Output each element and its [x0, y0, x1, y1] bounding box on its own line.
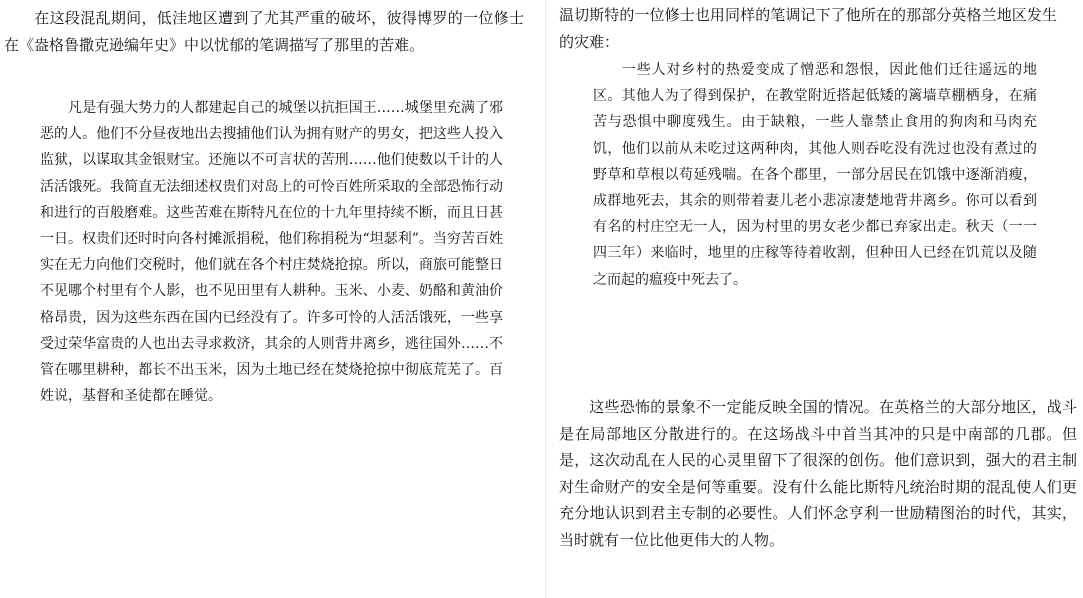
column-divider [545, 0, 546, 598]
left-quote-text: 凡是有强大势力的人都建起自己的城堡以抗拒国王……城堡里充满了邪恶的人。他们不分昼夜地出去搜捕他们认为拥有财产的男女，把这些人投入监狱，以谋取其金银财宝。还施以不可言状的苦刑……他们使数以千计的人活活饿死。我简直无法细述权贵们对岛上的可怜百姓所采取的全部恐怖行动和进行的百般磨难。这些苦难在斯特凡在位的十九年里持续不断，而且日甚一日。权贵们还时时向各村摊派捐税，他们称捐税为“坦瑟利”。当穷苦百姓实在无力向他们交税时，他们就在各个村庄焚烧抢掠。所以，商旅可能整日不见哪个村里有个人影，也不见田里有人耕种。玉米、小麦、奶酪和黄油价格昂贵，因为这些东西在国内已经没有了。许多可怜的人活活饿死，一些享受过荣华富贵的人也出去寻求救济，其余的人则背井离乡，逃往国外……不管在哪里耕种，都长不出玉米，因为土地已经在焚烧抢掠中彻底荒芜了。百姓说，基督和圣徒都在睡觉。 [40, 100, 503, 405]
left-intro-paragraph [4, 5, 524, 58]
right-quote-text: 一些人对乡村的热爱变成了憎恶和怨恨，因此他们迁往遥远的地区。其他人为了得到保护，在教堂附近搭起低矮的篱墙草棚栖身，在痛苦与恐惧中聊度残生。由于缺粮，一些人靠禁止食用的狗肉和马肉充饥，他们以前从未吃过这两种肉，其他人则吞吃没有洗过也没有煮过的野草和草根以苟延残喘。在各个郡里，一部分居民在饥饿中逐渐消瘦，成群地死去，其余的则带着妻儿老小悲凉凄楚地背井离乡。你可以看到有名的村庄空无一人，因为村里的男女老少都已弃家出走。秋天（一一四三年）来临时，地里的庄稼等待着收割，但种田人已经在饥荒以及随之而起的瘟疫中死去了。 [593, 62, 1037, 288]
right-closing-paragraph [559, 394, 1077, 553]
left-block-quote [40, 95, 503, 409]
left-intro-text: 在这段混乱期间，低洼地区遭到了尤其严重的破坏，彼得博罗的一位修士在《盎格鲁撒克逊编年史》中以忧郁的笔调描写了那里的苦难。 [4, 9, 524, 54]
right-intro-paragraph [559, 2, 1057, 55]
right-block-quote [593, 57, 1037, 293]
right-intro-text: 温切斯特的一位修士也用同样的笔调记下了他所在的那部分英格兰地区发生的灾难： [559, 6, 1057, 51]
right-closing-text: 这些恐怖的景象不一定能反映全国的情况。在英格兰的大部分地区，战斗是在局部地区分散进行的。在这场战斗中首当其冲的只是中南部的几郡。但是，这次动乱在人民的心灵里留下了很深的创伤。他们意识到，强大的君主制对生命财产的安全是何等重要。没有什么能比斯特凡统治时期的混乱使人们更充分地认识到君主专制的必要性。人们怀念亨利一世励精图治的时代，其实，当时就有一位比他更伟大的人物。 [559, 398, 1077, 549]
